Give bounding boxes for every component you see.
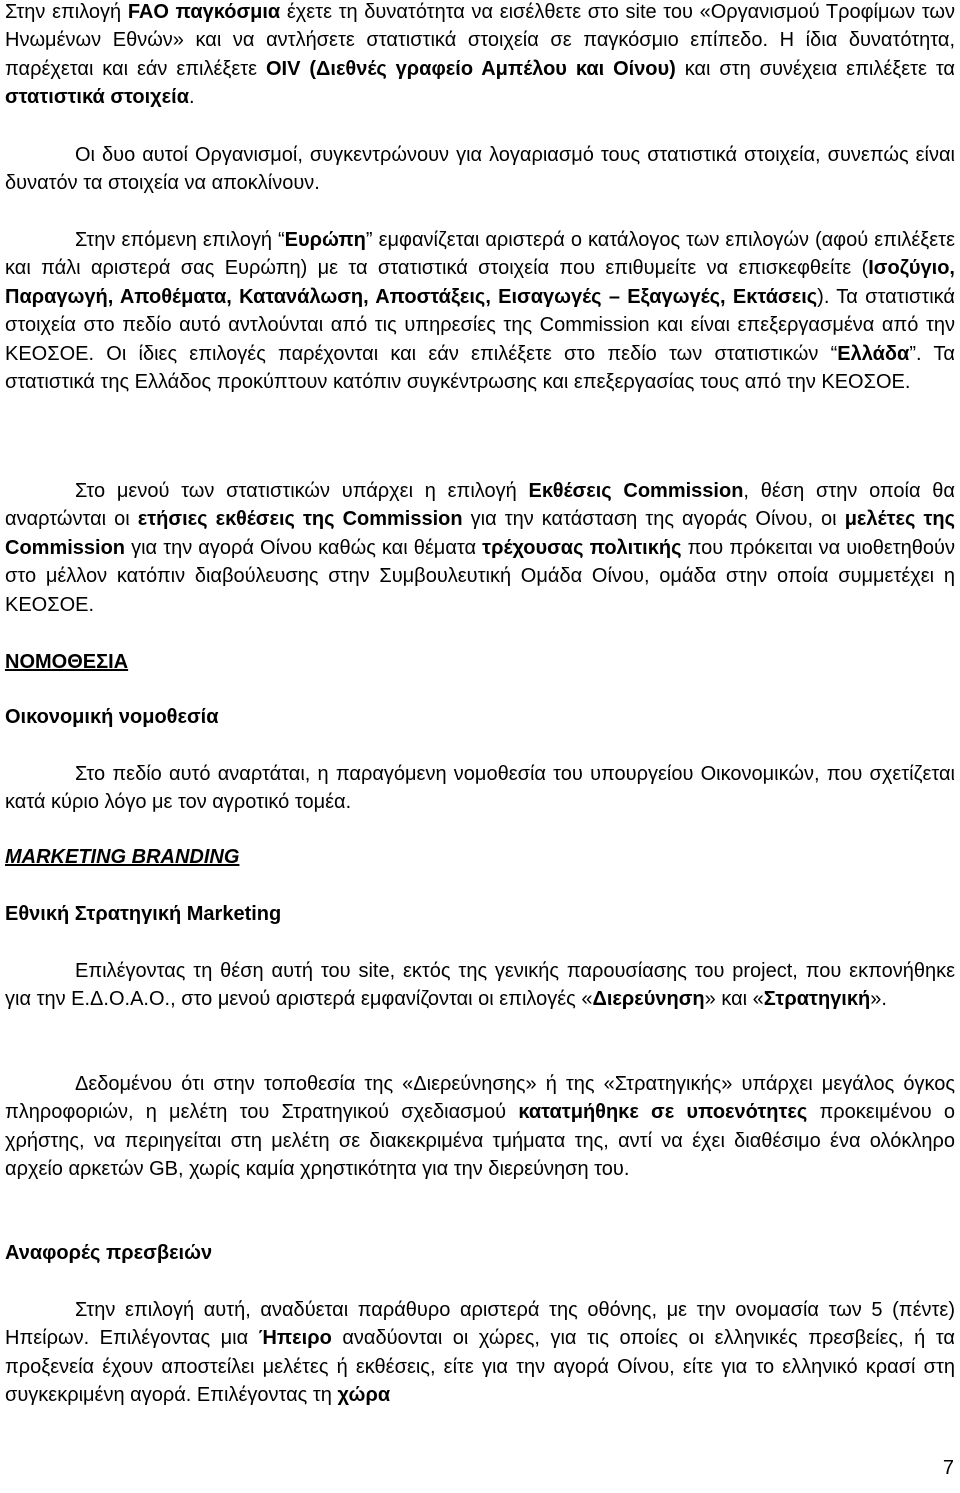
heading-national-strategy: Εθνική Στρατηγική Marketing — [5, 903, 282, 925]
europe-term: Ευρώπη — [284, 229, 366, 251]
paragraph-subsections — [5, 1070, 955, 1184]
text: . — [189, 86, 195, 109]
split-term: κατατμήθηκε σε υποενότητες — [518, 1101, 808, 1124]
paragraph-europe — [5, 226, 955, 396]
paragraph-embassy — [5, 1296, 955, 1410]
text: για την αγορά Οίνου καθώς και θέματα — [125, 536, 483, 559]
heading-marketing-branding: MARKETING BRANDING — [5, 846, 240, 868]
stats-list: Ισοζύγιο, Παραγωγή, Αποθέματα, Κατανάλωση, Αποστάξεις, Εισαγωγές – Εξαγωγές, Εκτάσεις — [5, 257, 955, 308]
heading-legislation: ΝΟΜΟΘΕΣΙΑ — [5, 651, 129, 673]
fao-term: FAO παγκόσμια — [127, 1, 281, 23]
explore-term: Διερεύνηση — [592, 988, 705, 1011]
country-term: χώρα — [337, 1384, 391, 1407]
text: Επιλέγοντας τη θέση αυτή του site, εκτός της γενικής παρουσίασης του project, που εκπονήθηκε για την Ε.Δ.Ο.Α.Ο., στο μενού αριστερά εμφανίζονται οι επιλογές « — [5, 960, 955, 1011]
paragraph-organisations: Οι δυο αυτοί Οργανισμοί, συγκεντρώνουν για λογαριασμό τους στατιστικά στοιχεία, συνεπώς είναι δυνατόν τα στοιχεία να αποκλίνουν. — [5, 144, 955, 195]
policy-term: τρέχουσας πολιτικής — [482, 536, 682, 559]
text: και στη συνέχεια επιλέξετε τα — [675, 57, 955, 80]
text: Στην επιλογή αυτή, αναδύεται παράθυρο αριστερά της οθόνης, με την ονομασία των 5 (πέντε) Ηπείρων. Επιλέγοντας μια Ήπειρο — [5, 1299, 955, 1350]
page-number: 7 — [942, 1457, 954, 1479]
text: προκειμένου ο χρήστης, να περιηγείται στη μελέτη σε διακεκριμένα τμήματα της, αντί να έχει διαθέσιμο ένα ολόκληρο αρχείο αρκετών GB, χωρίς καμία χρηστικότητα για την διερεύνηση του. — [5, 1101, 955, 1181]
text: » και « — [704, 988, 764, 1011]
reports-term: Εκθέσεις Commission — [528, 480, 744, 502]
paragraph-strategy-options — [5, 957, 955, 1014]
stats-term: στατιστικά στοιχεία — [5, 86, 190, 109]
greece-term: Ελλάδα — [837, 342, 910, 365]
oiv-term: OIV (Διεθνές γραφείο Αμπέλου και Οίνου) — [266, 57, 676, 80]
text: ). Τα στατιστικά στοιχεία στο πεδίο αυτό αντλούνται από τις υπηρεσίες της Commission και είναι επεξεργασμένα από την ΚΕΟΣΟΕ. Οι ίδιες επιλογές παρέχονται και εάν επιλέξετε στο πεδίο των στατιστικών “ — [5, 285, 955, 365]
text: που πρόκειται να υιοθετηθούν στο μέλλον κατόπιν διαβούλευσης στην Συμβουλευτική Ομάδα Οίνου, ομάδα στην οποία συμμετέχει η ΚΕΟΣΟΕ. — [5, 536, 955, 616]
paragraph-commission — [5, 477, 955, 619]
text: Στην επόμενη επιλογή “ — [75, 229, 285, 251]
heading-embassy-reports: Αναφορές πρεσβειών — [5, 1242, 213, 1264]
paragraph-economic-legislation: Στο πεδίο αυτό αναρτάται, η παραγόμενη νομοθεσία του υπουργείου Οικονομικών, που σχετίζεται κατά κύριο λόγο με τον αγροτικό τομέα. — [5, 763, 955, 814]
heading-economic-legislation: Οικονομική νομοθεσία — [5, 706, 219, 728]
text: ” εμφανίζεται αριστερά ο κατάλογος των επιλογών (αφού επιλέξετε και πάλι αριστερά σας Ευρώπη) με τα στατιστικά στοιχεία που επιθυμείτε να επισκεφθείτε ( — [5, 229, 955, 280]
studies-term: μελέτες της Commission — [5, 508, 955, 559]
continent-term: Ήπειρο — [258, 1327, 332, 1350]
text: για την κατάσταση της αγοράς Οίνου, οι — [462, 508, 845, 531]
text: Δεδομένου ότι στην τοποθεσία της «Διερεύνησης» ή της «Στρατηγικής» υπάρχει μεγάλος όγκος πληροφοριών, η μελέτη του Στρατηγικού σχεδιασμού — [5, 1073, 955, 1124]
strategy-term: Στρατηγική — [763, 988, 871, 1011]
text: αναδύονται οι χώρες, για τις οποίες οι ελληνικές πρεσβείες, ή τα προξενεία έχουν αποστείλει μελέτες ή εκθέσεις, είτε για την αγορά Οίνου, είτε για το ελληνικό κρασί στη συγκεκριμένη αγορά. Επιλέγοντας τη — [5, 1327, 955, 1407]
text: Στο μενού των στατιστικών υπάρχει η επιλογή — [75, 480, 529, 502]
paragraph-fao — [5, 0, 955, 112]
text: Στην επιλογή — [5, 1, 128, 23]
text: , θέση στην οποία θα αναρτώνται οι — [5, 480, 955, 531]
text: ». — [870, 988, 887, 1011]
text: ”. Τα στατιστικά της Ελλάδος προκύπτουν κατόπιν συγκέντρωσης και επεξεργασίας τους από την ΚΕΟΣΟΕ. — [5, 342, 955, 394]
text: έχετε τη δυνατότητα να εισέλθετε στο site του «Οργανισμού Τροφίμων των Ηνωμένων Εθνών» και να αντλήσετε στατιστικά στοιχεία σε παγκόσμιο επίπεδο. Η ίδια δυνατότητα, παρέχεται και εάν επιλέξετε — [5, 1, 955, 80]
annual-reports-term: ετήσιες εκθέσεις της Commission — [137, 508, 463, 531]
